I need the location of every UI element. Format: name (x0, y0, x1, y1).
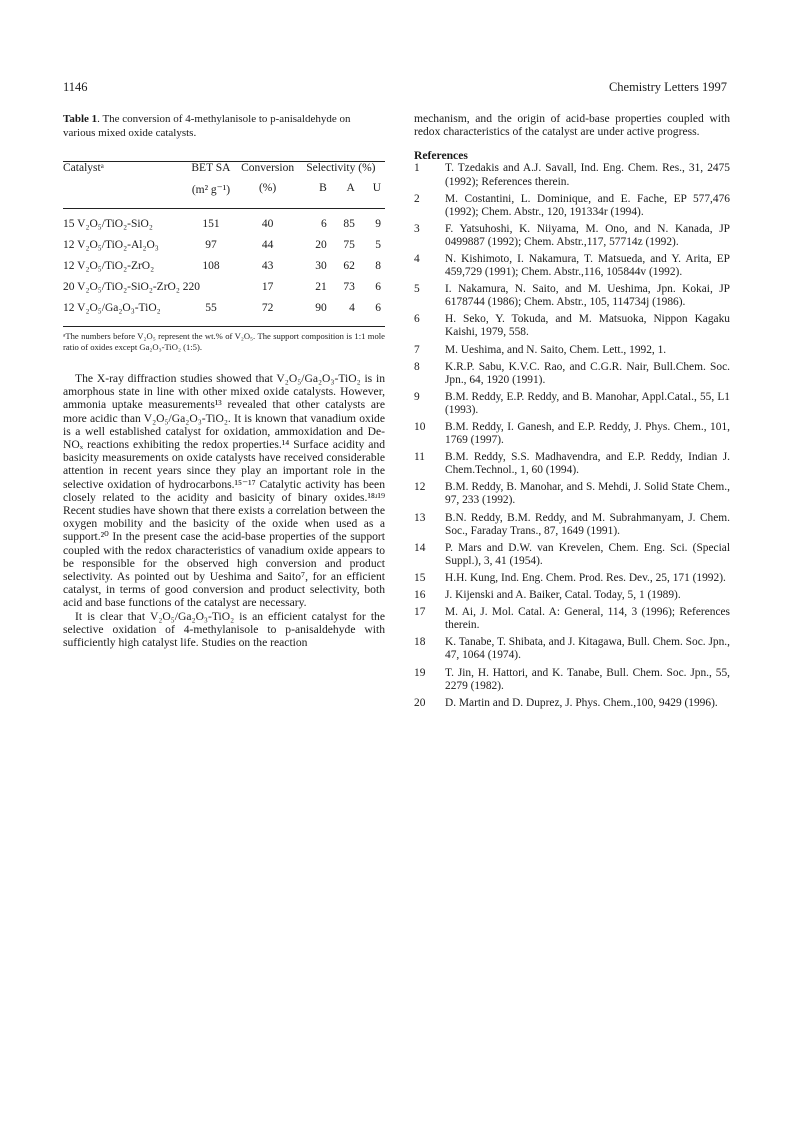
cell-conversion: 43 (261, 260, 274, 272)
reference-number: 17 (414, 606, 426, 619)
reference-number: 14 (414, 541, 426, 554)
header-conversion-units: (%) (258, 182, 277, 194)
cell-sel-a: 4 (349, 302, 355, 314)
reference-text: B.N. Reddy, B.M. Reddy, and M. Subrahmanyam, J. Chem. Soc., Faraday Trans., 87, 1649 (1991). (445, 511, 730, 537)
reference-number: 19 (414, 666, 426, 679)
reference-number: 3 (414, 222, 420, 235)
header-sel-b: B (319, 182, 327, 194)
reference-text: T. Jin, H. Hattori, and K. Tanabe, Bull. Chem. Soc. Jpn., 55, 2279 (1982). (445, 666, 730, 692)
reference-item (414, 193, 730, 219)
cell-catalyst: 20 V₂O₅/TiO₂-SiO₂-ZrO₂ 220 (63, 281, 200, 293)
reference-number: 7 (414, 343, 420, 356)
reference-number: 16 (414, 589, 426, 602)
cell-sel-a: 75 (343, 239, 355, 251)
body-paragraph: It is clear that V₂O₅/Ga₂O₃-TiO₂ is an efficient catalyst for the selective oxidation of 4-methylanisole to p-anisaldehyde with sufficiently high catalyst life. Studies on the reaction (63, 609, 385, 650)
cell-sel-b: 20 (315, 239, 327, 251)
reference-list (414, 162, 730, 709)
table-row (63, 239, 385, 260)
body-paragraph: The X-ray diffraction studies showed that V₂O₅/Ga₂O₃-TiO₂ is in amorphous state in line with other mixed oxide catalysts. However, ammonia uptake measurements¹³ revealed that other catalysts are more acidic than V₂O₅/Ga₂O₃-TiO₂. It is known that vanadium oxide is a well established catalyst for oxidation, ammoxidation and De-NOₓ reactions exhibiting the redox properties.¹⁴ Surface acidity and basicity measurements on oxide catalysts have received considerable attention in recent years since they play an important role in the selective oxidation of hydrocarbons.¹⁵⁻¹⁷ Catalytic activity has been closely related to the acidity and basicity of binary oxides.¹⁸ʴ¹⁹ Recent studies have shown that there exists a correlation between the oxygen mobility and the basicity of the oxide when used as a support.²⁰ In the present case the acid-base properties of the support coupled with the redox characteristics of vanadium oxide appears to be responsible for the observed high conversion and product selectivity. As pointed out by Ueshima and Saito⁷, for an efficient catalyst, in terms of good conversion and product selectivity, both acid and base functions of the catalyst are necessary. (63, 372, 385, 610)
table-subheader-row (63, 182, 385, 208)
cell-sel-u: 6 (375, 281, 381, 293)
reference-text: K. Tanabe, T. Shibata, and J. Kitagawa, Bull. Chem. Soc. Jpn., 47, 1064 (1974). (445, 636, 730, 662)
header-selectivity: Selectivity (%) (306, 162, 376, 174)
cell-bet: 151 (202, 218, 220, 230)
cell-bet: 97 (205, 239, 217, 251)
table-footnote: ᵃThe numbers before V₂O₅ represent the wt.% of V₂O₅. The support composition is 1:1 mole ratio of oxides except Ga₂O₃-TiO₂ (1:5). (63, 331, 385, 352)
reference-number: 2 (414, 192, 420, 205)
reference-text: I. Nakamura, N. Saito, and M. Ueshima, Jpn. Kokai, JP 6178744 (1986); Chem. Abstr., 105, 114734j (1986). (445, 283, 730, 309)
right-column (414, 112, 730, 710)
header-catalyst: Catalystᵃ (63, 162, 104, 174)
cell-sel-u: 8 (375, 260, 381, 272)
reference-number: 15 (414, 571, 426, 584)
reference-text: H.H. Kung, Ind. Eng. Chem. Prod. Res. Dev., 25, 171 (1992). (445, 571, 726, 584)
reference-item (414, 361, 730, 387)
cell-sel-u: 9 (375, 218, 381, 230)
cell-bet: 108 (202, 260, 220, 272)
header-bet-sa: BET SA (191, 162, 231, 174)
cell-bet: 55 (205, 302, 217, 314)
cell-catalyst: 12 V₂O₅/Ga₂O₃-TiO₂ (63, 302, 161, 314)
reference-item (414, 391, 730, 417)
header-sel-u: U (372, 182, 381, 194)
reference-number: 10 (414, 421, 426, 433)
reference-item (414, 572, 730, 585)
table-row (63, 281, 385, 302)
reference-number: 9 (414, 390, 420, 403)
reference-item (414, 313, 730, 339)
table-caption (63, 112, 385, 140)
reference-number: 8 (414, 360, 420, 373)
reference-text: M. Costantini, L. Dominique, and E. Fache, EP 577,476 (1992); Chem. Abstr., 120, 191334r (1994). (445, 192, 730, 218)
reference-text: B.M. Reddy, I. Ganesh, and E.P. Reddy, J. Phys. Chem., 101, 1769 (1997). (445, 421, 730, 447)
reference-item (414, 481, 730, 507)
cell-sel-u: 6 (375, 302, 381, 314)
reference-text: H. Seko, Y. Tokuda, and M. Matsuoka, Nippon Kagaku Kaishi, 1979, 558. (445, 313, 730, 339)
reference-item (414, 223, 730, 249)
reference-item (414, 667, 730, 693)
page-number: 1146 (63, 80, 88, 94)
cell-sel-a: 73 (343, 281, 355, 293)
references-heading: References (414, 149, 468, 163)
reference-item (414, 283, 730, 309)
header-bet-units: (m² g⁻¹) (191, 184, 231, 196)
cell-sel-a: 62 (343, 260, 355, 272)
journal-title: Chemistry Letters 1997 (608, 80, 727, 94)
reference-text: N. Kishimoto, I. Nakamura, T. Matsueda, and Y. Arita, EP 459,729 (1991); Chem. Abstr.,116, 105844v (1992). (445, 252, 730, 279)
reference-number: 6 (414, 313, 420, 326)
reference-text: K.R.P. Sabu, K.V.C. Rao, and C.G.R. Nair, Bull.Chem. Soc. Jpn., 64, 1920 (1991). (445, 360, 730, 386)
cell-conversion: 72 (261, 302, 274, 314)
reference-item (414, 253, 730, 279)
body-paragraph: mechanism, and the origin of acid-base properties coupled with redox characteristics of the catalyst are under active progress. (414, 112, 730, 139)
table-caption-label: Table 1 (63, 113, 98, 125)
table-row (63, 260, 385, 281)
reference-number: 5 (414, 283, 420, 296)
cell-sel-b: 90 (315, 302, 327, 314)
cell-conversion: 17 (261, 281, 274, 293)
reference-item (414, 542, 730, 568)
reference-item (414, 697, 730, 710)
cell-catalyst: 15 V₂O₅/TiO₂-SiO₂ (63, 218, 153, 230)
reference-text: P. Mars and D.W. van Krevelen, Chem. Eng. Sci. (Special Suppl.), 3, 41 (1954). (445, 541, 730, 567)
catalyst-table (63, 162, 385, 326)
table-bottom-rule (63, 326, 385, 327)
table-header-row (63, 162, 385, 182)
reference-number: 12 (414, 481, 426, 494)
cell-sel-b: 21 (315, 281, 327, 293)
reference-number: 4 (414, 252, 420, 265)
reference-item (414, 421, 730, 447)
cell-sel-b: 30 (315, 260, 327, 272)
reference-text: M. Ai, J. Mol. Catal. A: General, 114, 3 (1996); References therein. (445, 606, 730, 632)
reference-text: B.M. Reddy, S.S. Madhavendra, and E.P. Reddy, Indian J. Chem.Technol., 1, 60 (1994). (445, 451, 730, 477)
reference-number: 20 (414, 696, 426, 709)
header-conversion: Conversion (241, 162, 295, 174)
reference-number: 11 (414, 451, 425, 464)
cell-catalyst: 12 V₂O₅/TiO₂-ZrO₂ (63, 260, 155, 272)
reference-text: J. Kijenski and A. Baiker, Catal. Today, 5, 1 (1989). (445, 589, 681, 602)
reference-text: D. Martin and D. Duprez, J. Phys. Chem.,100, 9429 (1996). (445, 696, 718, 709)
reference-number: 18 (414, 636, 426, 649)
cell-conversion: 40 (261, 218, 274, 230)
reference-item (414, 606, 730, 632)
table-row (63, 302, 385, 326)
reference-item (414, 636, 730, 662)
cell-sel-b: 6 (321, 218, 327, 230)
reference-text: M. Ueshima, and N. Saito, Chem. Lett., 1992, 1. (445, 343, 667, 356)
reference-number: 1 (414, 162, 420, 175)
reference-item (414, 589, 730, 602)
reference-item (414, 344, 730, 357)
cell-sel-u: 5 (375, 239, 381, 251)
reference-text: T. Tzedakis and A.J. Savall, Ind. Eng. Chem. Res., 31, 2475 (1992); References therein. (445, 162, 730, 188)
cell-catalyst: 12 V₂O₅/TiO₂-Al₂O₃ (63, 239, 159, 251)
cell-conversion: 44 (261, 239, 274, 251)
table-row (63, 209, 385, 239)
reference-text: F. Yatsuhoshi, K. Niiyama, M. Ono, and N. Kanada, JP 0499887 (1992); Chem. Abstr.,117, 57714z (1992). (445, 222, 730, 248)
reference-item (414, 512, 730, 538)
table-caption-text: . The conversion of 4-methylanisole to p-anisaldehyde on various mixed oxide catalysts. (63, 113, 351, 139)
cell-sel-a: 85 (343, 218, 355, 230)
reference-text: B.M. Reddy, B. Manohar, and S. Mehdi, J. Solid State Chem., 97, 233 (1992). (445, 481, 730, 507)
reference-number: 13 (414, 511, 426, 524)
reference-text: B.M. Reddy, E.P. Reddy, and B. Manohar, Appl.Catal., 55, L1 (1993). (445, 390, 730, 416)
reference-item (414, 162, 730, 188)
reference-item (414, 451, 730, 477)
header-sel-a: A (346, 182, 355, 194)
left-column (63, 112, 385, 649)
